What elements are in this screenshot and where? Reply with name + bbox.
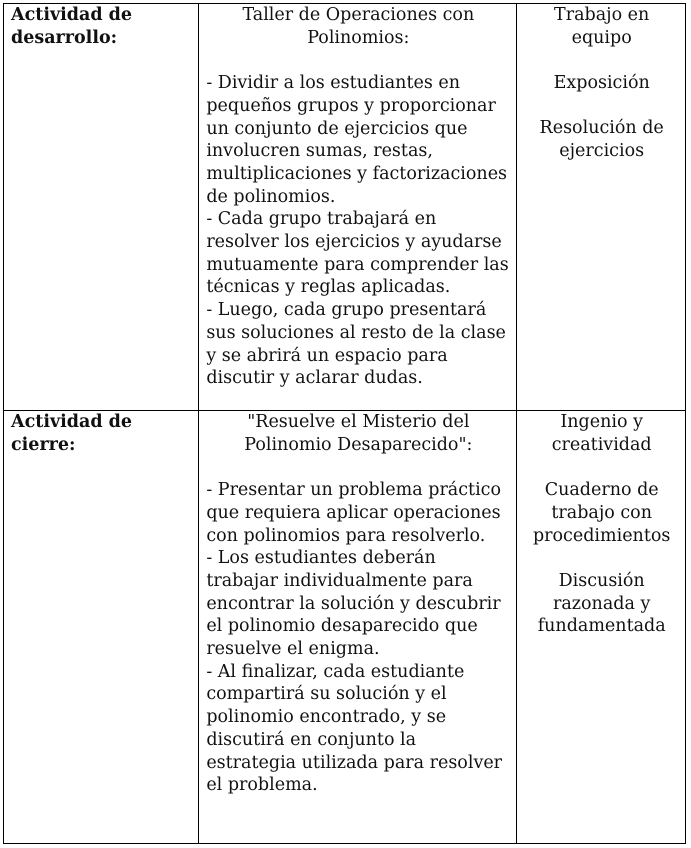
- activity-label-line: Actividad de: [11, 5, 133, 25]
- spacer: [524, 95, 679, 118]
- table-row: [4, 4, 686, 411]
- activity-step: - Dividir a los estudiantes en pequeños grupos y proporcionar un conjunto de ejercicios que involucren sumas, restas, multiplicaciones y factorizaciones de polinomios.: [206, 73, 508, 207]
- spacer: [524, 547, 679, 570]
- evaluation-cell: [517, 411, 686, 844]
- activity-title-line: Taller de Operaciones con: [242, 5, 475, 25]
- activity-label-line: cierre:: [11, 434, 76, 455]
- spacer: [206, 49, 510, 72]
- activity-label-line: desarrollo:: [11, 27, 118, 48]
- activity-step: - Al finalizar, cada estudiante compartirá su solución y el polinomio encontrado, y se discutirá en conjunto la estrategia utilizada para resolver el problema.: [206, 661, 503, 796]
- activity-step: - Cada grupo trabajará en resolver los ejercicios y ayudarse mutuamente para comprender las técnicas y reglas aplicadas.: [206, 209, 509, 298]
- activity-label-line: Actividad de: [11, 412, 133, 432]
- spacer: [524, 49, 679, 72]
- activities-table: [3, 3, 686, 844]
- evaluation-item: Exposición: [553, 73, 650, 94]
- activity-step: - Los estudiantes deberán trabajar individualmente para encontrar la solución y descubrir el polinomio desaparecido que resuelve el enigma.: [206, 548, 501, 660]
- activity-title-line: Polinomio Desaparecido":: [244, 434, 473, 455]
- evaluation-item: Cuaderno de trabajo con procedimientos: [532, 480, 671, 546]
- activity-description-cell: [199, 411, 517, 844]
- evaluation-item: Trabajo en equipo: [554, 5, 650, 48]
- activity-step: - Luego, cada grupo presentará sus soluciones al resto de la clase y se abrirá un espacio para discutir y aclarar dudas.: [206, 300, 506, 389]
- table-row: [4, 411, 686, 844]
- spacer: [524, 456, 679, 479]
- activity-label-cell: [4, 411, 199, 844]
- activity-step: - Presentar un problema práctico que requiera aplicar operaciones con polinomios para resolverlo.: [206, 480, 502, 546]
- activity-description-cell: [199, 4, 517, 411]
- evaluation-item: Discusión razonada y fundamentada: [537, 570, 666, 637]
- evaluation-item: Ingenio y creatividad: [551, 412, 652, 455]
- evaluation-cell: [517, 4, 686, 411]
- activity-label-cell: [4, 4, 199, 411]
- activity-title-line: Polinomios:: [307, 27, 410, 48]
- spacer: [206, 456, 510, 479]
- evaluation-item: Resolución de ejercicios: [539, 118, 664, 162]
- activity-title-line: "Resuelve el Misterio del: [247, 412, 470, 432]
